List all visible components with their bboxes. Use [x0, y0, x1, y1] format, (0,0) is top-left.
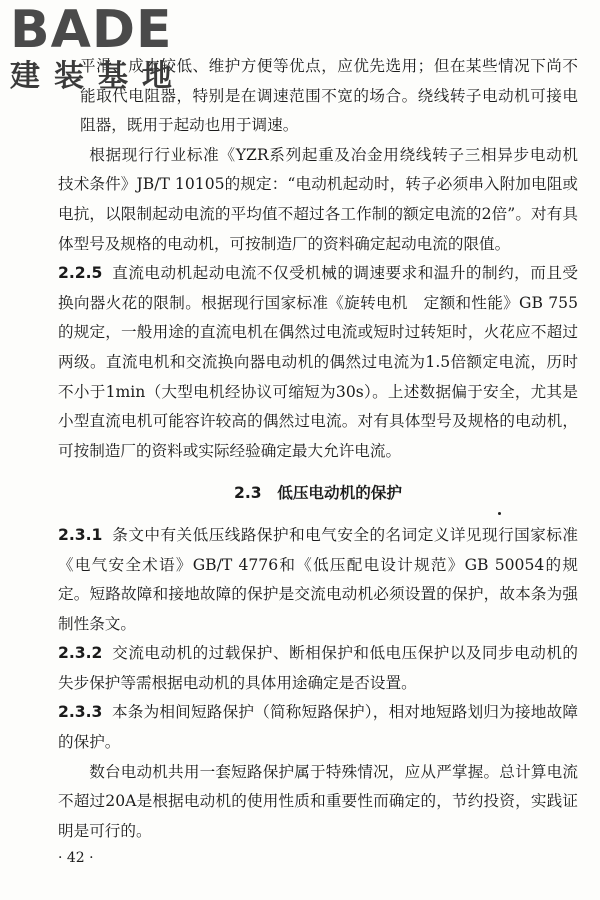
logo-cjk-text: 建装基地 — [10, 59, 186, 94]
stray-dot-mark — [498, 512, 501, 515]
clause-number: 2.3.1 — [58, 525, 103, 544]
section-heading-2-3 — [58, 478, 578, 509]
clause-number: 2.2.5 — [58, 264, 103, 283]
intro-paragraph-1: 平滑、成本较低、维护方便等优点，应优先选用；但在某些情况下尚不能取代电阻器，特别是在调速范围不宽的场合。绕线转子电动机可接电阻器，既用于起动也用于调速。 — [80, 57, 578, 135]
section-number: 2.3 — [234, 484, 262, 503]
clause-2-3-1 — [58, 521, 578, 639]
clause-text: 本条为相间短路保护（简称短路保护），相对地短路划归为接地故障的保护。 — [58, 703, 578, 752]
clause-text: 交流电动机的过载保护、断相保护和低电压保护以及同步电动机的失步保护等需根据电动机的具体用途确定是否设置。 — [58, 644, 578, 692]
document-page — [58, 52, 594, 846]
logo-latin-text: BADE — [10, 0, 173, 60]
clause-text: 直流电动机起动电流不仅受机械的调速要求和温升的制约，而且受换向器火花的限制。根据现行国家标准《旋转电机 定额和性能》GB 755的规定，一般用途的直流电机在偶然过电流或短时过转矩时，火花应不超过两级。直流电机和交流换向器电动机的偶然过电流为1.5倍额定电流，历时不小于1min（大型电机经协议可缩短为30s）。上述数据偏于安全，尤其是小型直流电机可能容许较高的偶然过电流。对有具体型号及规格的电动机，可按制造厂的资料或实际经验确定最大允许电流。 — [58, 264, 578, 460]
page-number: · 42 · — [58, 850, 94, 866]
clause-2-3-3 — [58, 698, 578, 757]
clause-text: 条文中有关低压线路保护和电气安全的名词定义详见现行国家标准《电气安全术语》GB/T 4776和《低压配电设计规范》GB 50054的规定。短路故障和接地故障的保护是交流电动机必须设置的保护，故本条为强制性条文。 — [58, 525, 578, 633]
watermark-logo — [10, 0, 190, 100]
intro-paragraph-2: 根据现行行业标准《YZR系列起重及冶金用绕线转子三相异步电动机 技术条件》JB/T 10105的规定：“电动机起动时，转子必须串入附加电阻或电抗，以限制起动电流的平均值不超过各工作制的额定电流的2倍”。对有具体型号及规格的电动机，可按制造厂的资料确定起动电流的限值。 — [58, 145, 594, 253]
clause-2-2-5 — [58, 259, 578, 466]
clause-2-3-2 — [58, 639, 578, 698]
clause-2-3-3-paragraph-2: 数台电动机共用一套短路保护属于特殊情况，应从严掌握。总计算电流不超过20A是根据电动机的使用性质和重要性而确定的，节约投资，实践证明是可行的。 — [58, 762, 578, 840]
clause-number: 2.3.2 — [58, 644, 103, 663]
clause-number: 2.3.3 — [58, 703, 103, 722]
section-title: 低压电动机的保护 — [277, 483, 402, 503]
